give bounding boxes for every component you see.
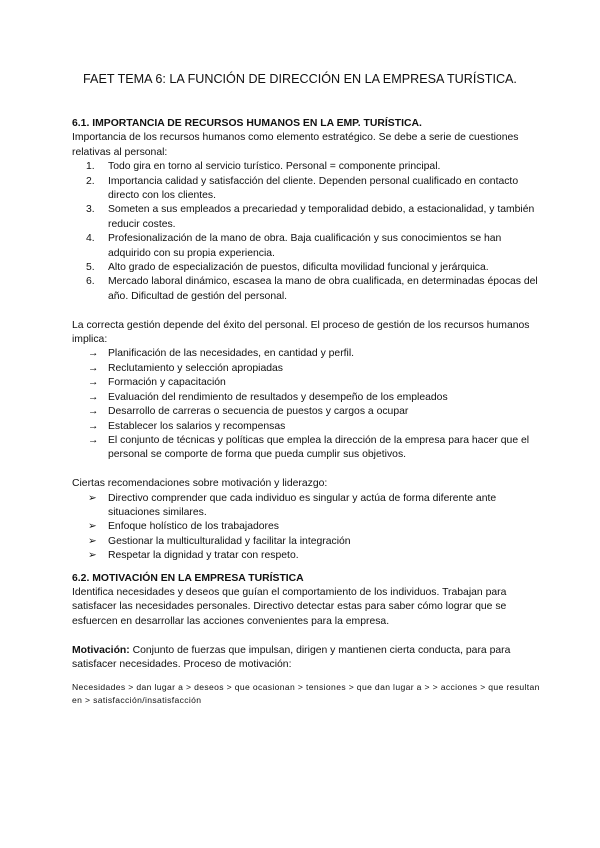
list-item: → Desarrollo de carreras o secuencia de puestos y cargos a ocupar bbox=[72, 405, 542, 419]
list-item: 2. Importancia calidad y satisfacción del cliente. Dependen personal cualificado en contacto directo con los clientes. bbox=[86, 175, 519, 202]
motivation-text: Conjunto de fuerzas que impulsan, dirigen y mantienen cierta conducta, para para satisfacer necesidades. Proceso de motivación: bbox=[72, 644, 511, 670]
motivation-label: Motivación: bbox=[72, 644, 130, 656]
section-2-intro: Identifica necesidades y deseos que guían el comportamiento de los individuos. Trabajan para satisfacer las necesidades personales. Directivo detectar estas para saber cómo lograr que se esfuercen en desarrollar las acciones convenientes para la empresa. bbox=[72, 586, 507, 627]
arrow-icon: → bbox=[88, 362, 99, 374]
arrow-icon: → bbox=[88, 377, 99, 389]
list-item: ➢ Gestionar la multiculturalidad y facilitar la integración bbox=[72, 535, 542, 549]
arrow-icon: → bbox=[88, 420, 99, 432]
section-1-intro: Importancia de los recursos humanos como elemento estratégico. Se debe a serie de cuestiones relativas al personal: bbox=[72, 132, 519, 158]
section-1-heading: 6.1. IMPORTANCIA DE RECURSOS HUMANOS EN LA EMP. TURÍSTICA. bbox=[72, 118, 422, 129]
arrow-icon: → bbox=[88, 434, 99, 446]
list-item: ➢ Enfoque holístico de los trabajadores bbox=[72, 520, 542, 534]
list-item: → El conjunto de técnicas y políticas que emplea la dirección de la empresa para hacer que el personal se comporte de forma que pueda cumplir sus objetivos. bbox=[88, 434, 530, 461]
management-intro: La correcta gestión depende del éxito del personal. El proceso de gestión de los recursos humanos implica: bbox=[72, 319, 530, 346]
importance-list bbox=[72, 160, 542, 304]
management-list bbox=[72, 347, 542, 462]
section-2-heading: 6.2. MOTIVACIÓN EN LA EMPRESA TURÍSTICA bbox=[72, 572, 304, 584]
arrow-icon: → bbox=[88, 391, 99, 403]
document-body bbox=[72, 117, 542, 707]
list-item: 1. Todo gira en torno al servicio turístico. Personal = componente principal. bbox=[86, 161, 441, 173]
list-item: 3. Someten a sus empleados a precariedad y temporalidad debido, a estacionalidad, y también reducir costes. bbox=[86, 204, 535, 230]
list-item: → Planificación de las necesidades, en cantidad y perfil. bbox=[72, 347, 542, 361]
list-item: → Formación y capacitación bbox=[72, 376, 542, 390]
list-item: 6. Mercado laboral dinámico, escasea la mano de obra cualificada, en determinadas épocas del año. Dificultad de gestión del personal. bbox=[86, 276, 538, 302]
triangle-bullet-icon: ➢ bbox=[88, 521, 97, 533]
arrow-icon: → bbox=[88, 348, 99, 360]
motivation-process: Necesidades > dan lugar a > deseos > que ocasionan > tensiones > que dan lugar a > > acciones > que resultan en > satisfacción/insatisfacción bbox=[72, 682, 540, 706]
arrow-icon: → bbox=[88, 406, 99, 418]
document-title: FAET TEMA 6: LA FUNCIÓN DE DIRECCIÓN EN LA EMPRESA TURÍSTICA. bbox=[83, 72, 517, 86]
motivation-definition bbox=[72, 644, 542, 673]
triangle-bullet-icon: ➢ bbox=[88, 535, 97, 547]
list-item: → Establecer los salarios y recompensas bbox=[72, 420, 542, 434]
triangle-bullet-icon: ➢ bbox=[88, 492, 97, 504]
list-item: ➢ Directivo comprender que cada individuo es singular y actúa de forma diferente ante situaciones similares. bbox=[88, 492, 497, 518]
list-item: → Evaluación del rendimiento de resultados y desempeño de los empleados bbox=[72, 391, 542, 405]
list-item: 5. Alto grado de especialización de puestos, dificulta movilidad funcional y jerárquica. bbox=[86, 262, 489, 274]
recommendations-intro: Ciertas recomendaciones sobre motivación y liderazgo: bbox=[72, 478, 328, 490]
list-item: 4. Profesionalización de la mano de obra. Baja cualificación y sus conocimientos se han adquirido con su propia experiencia. bbox=[86, 233, 502, 259]
list-item: → Reclutamiento y selección apropiadas bbox=[72, 362, 542, 376]
recommendations-list bbox=[72, 492, 542, 564]
triangle-bullet-icon: ➢ bbox=[88, 550, 97, 562]
list-item: ➢ Respetar la dignidad y tratar con respeto. bbox=[72, 549, 542, 563]
